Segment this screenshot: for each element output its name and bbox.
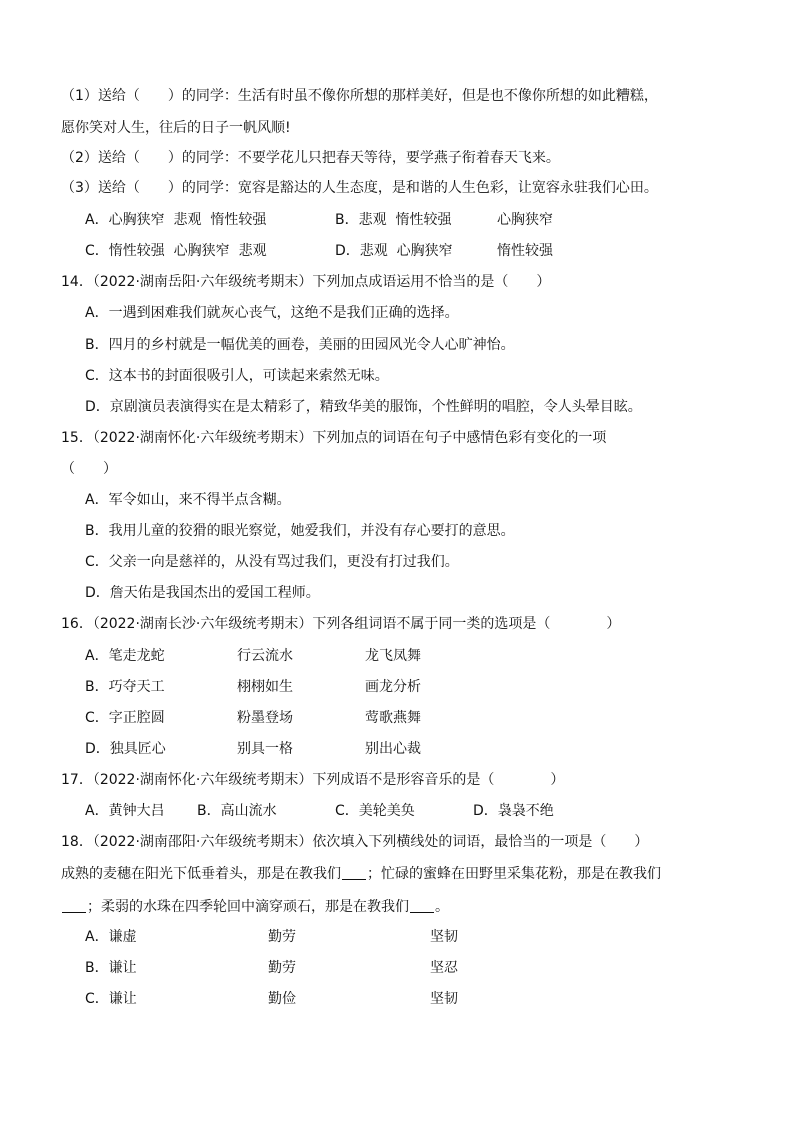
q13-option-a[interactable]: A．心胸狭窄 悲观 惰性较强	[85, 212, 267, 228]
q16-word: 莺歌燕舞	[365, 710, 421, 726]
q13-option-row	[85, 241, 685, 261]
q18-word: 坚韧	[430, 991, 458, 1007]
q15-option-a[interactable]: A．军令如山，来不得半点含糊。	[85, 492, 291, 508]
q13-line-3: （2）送给（ ）的同学：不要学花儿只把春天等待，要学燕子衔着春天飞来。	[61, 150, 560, 166]
q16-word: 别具一格	[237, 741, 293, 757]
q17-option-d[interactable]: D．袅袅不绝	[473, 803, 554, 819]
q16-word: 画龙分析	[365, 679, 421, 695]
q16-option-label: C．字正腔圆	[85, 710, 165, 726]
q14-stem: 14．（2022·湖南岳阳·六年级统考期末）下列加点成语运用不恰当的是（ ）	[61, 274, 551, 290]
q18-word: 勤劳	[268, 929, 296, 945]
q13-option-b-extra: 心胸狭窄	[497, 212, 553, 228]
q17-option-b[interactable]: B．高山流水	[197, 803, 277, 819]
q18-passage-text: 。	[435, 899, 449, 915]
q13-option-c[interactable]: C．惰性较强 心胸狭窄 悲观	[85, 243, 267, 259]
q14-option-a[interactable]: A．一遇到困难我们就灰心丧气，这绝不是我们正确的选择。	[85, 305, 459, 321]
q16-option-label: A．笔走龙蛇	[85, 648, 165, 664]
q17-option-a[interactable]: A．黄钟大吕	[85, 803, 165, 819]
q16-stem: 16．（2022·湖南长沙·六年级统考期末）下列各组词语不属于同一类的选项是（ ）	[61, 616, 621, 632]
q18-option-row[interactable]	[85, 958, 505, 978]
q15-stem: 15．（2022·湖南怀化·六年级统考期末）下列加点的词语在句子中感情色彩有变化的一项	[61, 430, 607, 446]
q18-passage-text: ；忙碌的蜜蜂在田野里采集花粉，那是在教我们	[367, 866, 661, 882]
q18-word: 坚忍	[430, 960, 458, 976]
q13-option-d-extra: 惰性较强	[497, 243, 553, 259]
q13-line-1: （1）送给（ ）的同学：生活有时虽不像你所想的那样美好，但是也不像你所想的如此糟糕，	[61, 88, 658, 104]
q14-option-c[interactable]: C．这本书的封面很吸引人，可读起来索然无味。	[85, 368, 389, 384]
q13-line-2: 愿你笑对人生，往后的日子一帆风顺!	[61, 120, 291, 136]
q18-passage-text: ；柔弱的水珠在四季轮回中滴穿顽石，那是在教我们	[87, 899, 409, 915]
q17-stem: 17．（2022·湖南怀化·六年级统考期末）下列成语不是形容音乐的是（ ）	[61, 772, 565, 788]
q13-option-b[interactable]: B．悲观 惰性较强	[335, 212, 452, 228]
q16-option-label: B．巧夺天工	[85, 679, 165, 695]
q15-option-d[interactable]: D．詹天佑是我国杰出的爱国工程师。	[85, 585, 320, 601]
q13-option-d[interactable]: D．悲观 心胸狭窄	[335, 243, 453, 259]
q13-option-row	[85, 210, 685, 230]
q18-passage-text: 成熟的麦穗在阳光下低垂着头，那是在教我们	[61, 866, 341, 882]
q16-word: 栩栩如生	[237, 679, 293, 695]
q18-passage-line-2	[61, 897, 449, 917]
q16-option-row[interactable]	[85, 708, 505, 728]
q16-option-label: D．独具匠心	[85, 741, 166, 757]
fill-blank	[62, 898, 86, 913]
q18-stem: 18．（2022·湖南邵阳·六年级统考期末）依次填入下列横线处的词语，最恰当的一项是（ ）	[61, 834, 649, 850]
q14-option-b[interactable]: B．四月的乡村就是一幅优美的画卷，美丽的田园风光令人心旷神怡。	[85, 337, 515, 353]
fill-blank	[342, 865, 366, 880]
q16-option-row[interactable]	[85, 739, 505, 759]
q18-word: 坚韧	[430, 929, 458, 945]
q17-options	[85, 801, 585, 821]
q18-option-label: A．谦虚	[85, 929, 137, 945]
q18-option-label: B．谦让	[85, 960, 137, 976]
q18-passage-line-1	[61, 864, 661, 884]
q18-option-row[interactable]	[85, 927, 505, 947]
q16-word: 粉墨登场	[237, 710, 293, 726]
q16-option-row[interactable]	[85, 677, 505, 697]
q16-word: 别出心裁	[365, 741, 421, 757]
fill-blank	[410, 898, 434, 913]
q15-answer-bracket: （ ）	[61, 461, 117, 477]
q16-word: 行云流水	[237, 648, 293, 664]
q15-option-b[interactable]: B．我用儿童的狡猾的眼光察觉，她爱我们，并没有存心要打的意思。	[85, 523, 515, 539]
q14-option-d[interactable]: D．京剧演员表演得实在是太精彩了，精致华美的服饰，个性鲜明的唱腔，令人头晕目眩。	[85, 399, 642, 415]
q17-option-c[interactable]: C．美轮美奂	[335, 803, 415, 819]
q16-word: 龙飞凤舞	[365, 648, 421, 664]
q18-option-row[interactable]	[85, 989, 505, 1009]
q18-word: 勤俭	[268, 991, 296, 1007]
q16-option-row[interactable]	[85, 646, 505, 666]
q18-option-label: C．谦让	[85, 991, 137, 1007]
q13-line-4: （3）送给（ ）的同学：宽容是豁达的人生态度，是和谐的人生色彩，让宽容永驻我们心田。	[61, 180, 658, 196]
q15-option-c[interactable]: C．父亲一向是慈祥的，从没有骂过我们，更没有打过我们。	[85, 554, 459, 570]
q18-word: 勤劳	[268, 960, 296, 976]
